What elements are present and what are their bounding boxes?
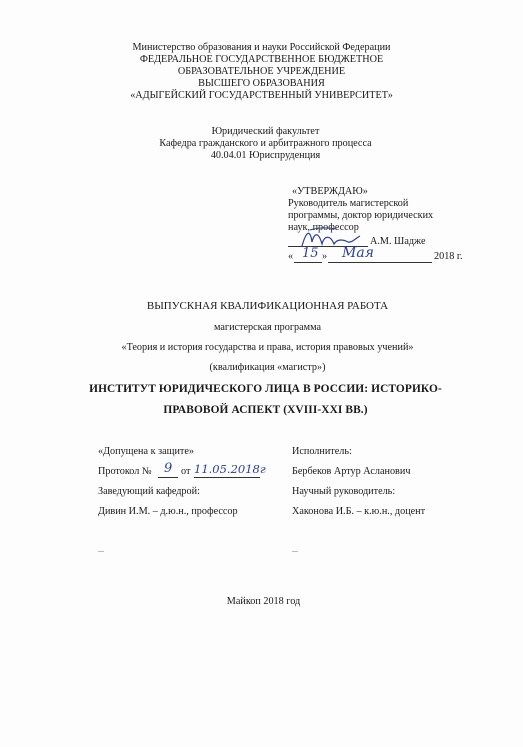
scan-mark-left <box>98 551 104 552</box>
month-underline <box>328 262 432 263</box>
approval-title: «УТВЕРЖДАЮ» <box>292 186 368 197</box>
scan-mark-right <box>292 551 298 552</box>
thesis-title-line-1: ИНСТИТУТ ЮРИДИЧЕСКОГО ЛИЦА В РОССИИ: ИСТОРИКО- <box>89 383 442 395</box>
department-name: Кафедра гражданского и арбитражного процесса <box>159 138 372 149</box>
protocol-date-underline <box>194 477 260 478</box>
thesis-type: ВЫПУСКНАЯ КВАЛИФИКАЦИОННАЯ РАБОТА <box>146 300 389 312</box>
institution-line-3: ВЫСШЕГО ОБРАЗОВАНИЯ <box>198 78 325 89</box>
date-open-quote: « <box>288 251 294 262</box>
program-label: магистерская программа <box>214 322 321 333</box>
head-of-department-name: Дивин И.М. – д.ю.н., профессор <box>98 506 238 517</box>
approval-role-line-2: программы, доктор юридических <box>288 210 434 221</box>
protocol-number-underline <box>158 477 178 478</box>
city-year: Майкоп 2018 год <box>226 596 301 607</box>
institution-line-1: ФЕДЕРАЛЬНОЕ ГОСУДАРСТВЕННОЕ БЮДЖЕТНОЕ <box>139 54 384 65</box>
approval-role-line-1: Руководитель магистерской <box>288 198 409 209</box>
admitted-label: «Допущена к защите» <box>98 446 194 457</box>
protocol-from-label: от <box>181 466 191 477</box>
author-label: Исполнитель: <box>292 446 352 457</box>
university-name: «АДЫГЕЙСКИЙ ГОСУДАРСТВЕННЫЙ УНИВЕРСИТЕТ» <box>130 90 393 101</box>
day-underline <box>294 262 322 263</box>
program-name: «Теория и история государства и права, история правовых учений» <box>121 342 414 353</box>
qualification: (квалификация «магистр») <box>209 362 326 373</box>
author-name: Бербеков Артур Асланович <box>292 466 411 477</box>
protocol-label: Протокол № <box>98 466 152 477</box>
thesis-title-line-2: ПРАВОВОЙ АСПЕКТ (XVIII-XXI ВВ.) <box>163 404 368 416</box>
faculty-name: Юридический факультет <box>211 126 320 137</box>
protocol-date: 11.05.2018г <box>194 462 266 476</box>
ministry-line: Министерство образования и науки Российской Федерации <box>132 42 391 53</box>
date-close-quote: » <box>322 251 328 262</box>
approval-signer: А.М. Шадже <box>370 236 426 247</box>
head-of-department-label: Заведующий кафедрой: <box>98 486 200 497</box>
advisor-name: Хаконова И.Б. – к.ю.н., доцент <box>292 506 426 517</box>
institution-line-2: ОБРАЗОВАТЕЛЬНОЕ УЧРЕЖДЕНИЕ <box>177 66 346 77</box>
approval-day: 15 <box>302 246 319 261</box>
protocol-number: 9 <box>164 461 173 476</box>
approval-year: 2018 г. <box>434 251 463 262</box>
program-code: 40.04.01 Юриспруденция <box>210 150 321 161</box>
approval-role-line-3: наук, профессор <box>288 222 359 233</box>
advisor-label: Научный руководитель: <box>292 486 396 497</box>
approval-month: Мая <box>342 245 374 261</box>
